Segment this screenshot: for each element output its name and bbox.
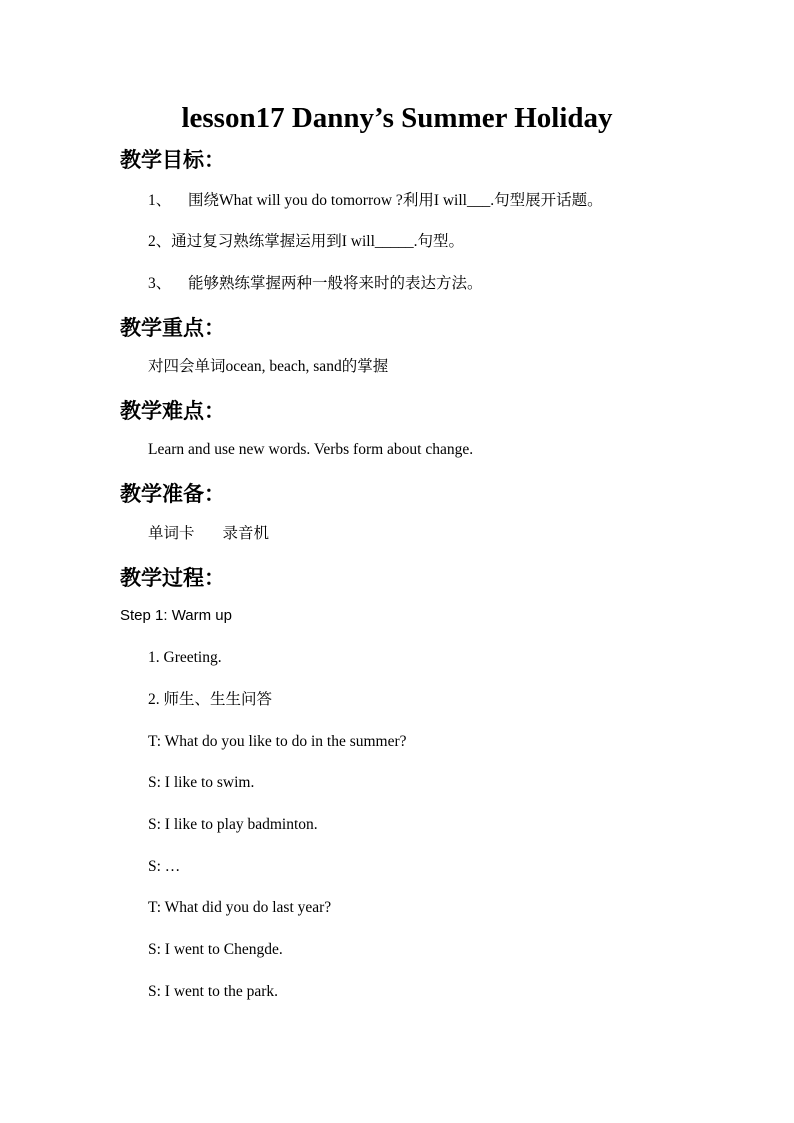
- objective-item-1: [148, 190, 603, 212]
- difficulties-heading: 教学难点：: [120, 398, 225, 423]
- process-line-8: S: I went to Chengde.: [148, 941, 283, 958]
- process-line-5: S: I like to play badminton.: [148, 816, 318, 833]
- preparation-item-recorder: 录音机: [222, 525, 270, 542]
- objective-item-3-text: 能够熟练掌握两种一般将来时的表达方法。: [188, 275, 483, 292]
- objective-item-3: [148, 273, 483, 295]
- lesson-title: lesson17 Danny’s Summer Holiday: [181, 102, 613, 134]
- objective-item-3-number: 3、: [148, 275, 172, 292]
- objective-item-1-text: 围绕What will you do tomorrow ?利用I will___.句型展开话题。: [188, 192, 603, 209]
- process-line-6: S: …: [148, 858, 181, 875]
- preparation-heading: 教学准备：: [120, 481, 225, 506]
- preparation-item-word-cards: 单词卡: [148, 525, 195, 542]
- objective-item-2: [148, 231, 464, 253]
- objectives-heading: 教学目标：: [120, 147, 225, 172]
- objective-item-1-number: 1、: [148, 192, 172, 209]
- key-points-text: 对四会单词ocean, beach, sand的掌握: [148, 358, 389, 375]
- process-line-4: S: I like to swim.: [148, 774, 255, 791]
- step-1-heading: Step 1: Warm up: [120, 607, 232, 624]
- process-line-3: T: What do you like to do in the summer?: [148, 733, 407, 750]
- difficulties-text: Learn and use new words. Verbs form about change.: [148, 441, 474, 458]
- process-line-7: T: What did you do last year?: [148, 899, 332, 916]
- key-points-heading: 教学重点：: [120, 315, 225, 340]
- process-heading: 教学过程：: [120, 565, 225, 590]
- process-line-1: 1. Greeting.: [148, 649, 222, 666]
- process-line-9: S: I went to the park.: [148, 983, 279, 1000]
- preparation-items: [148, 523, 269, 545]
- objective-item-2-text: 2、通过复习熟练掌握运用到I will_____.句型。: [148, 233, 465, 250]
- process-line-2: 2. 师生、生生问答: [148, 691, 273, 708]
